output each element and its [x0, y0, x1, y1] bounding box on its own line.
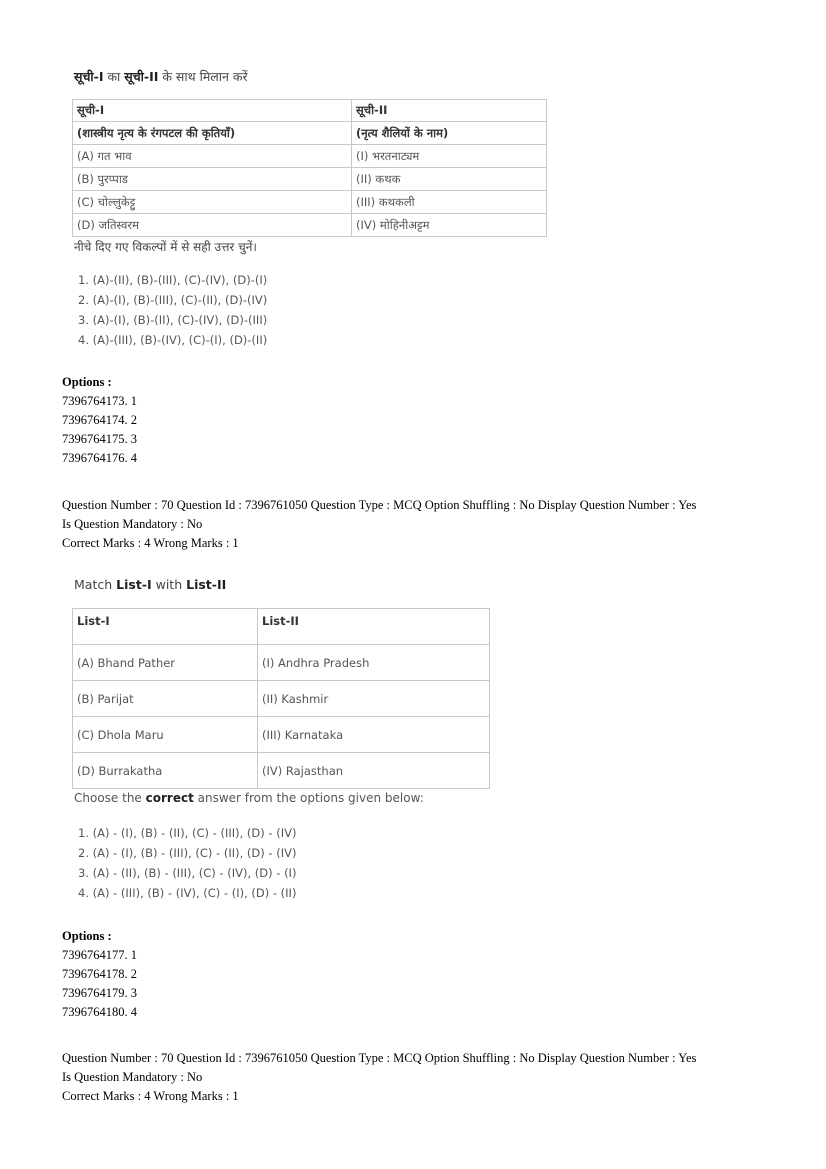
- q70-intro-list2: List-II: [186, 577, 227, 592]
- table-row: [73, 191, 547, 214]
- q69-intro-tail: के साथ मिलान करें: [158, 69, 248, 84]
- q69-intro: [74, 68, 248, 85]
- meta-line-2: Is Question Mandatory : No: [62, 1070, 203, 1084]
- table-cell: List-II: [258, 609, 490, 645]
- option-item[interactable]: 7396764176. 4: [62, 451, 137, 465]
- q70-intro-list1: List-I: [116, 577, 152, 592]
- meta-line-2: Is Question Mandatory : No: [62, 517, 203, 531]
- table-cell: (II) कथक: [352, 168, 547, 191]
- table-cell: (D) जतिस्वरम: [73, 214, 352, 237]
- option-item[interactable]: 7396764173. 1: [62, 394, 137, 408]
- question-meta-2: [62, 1049, 792, 1106]
- options-label: Options :: [62, 375, 112, 389]
- q69-intro-list2: सूची-II: [124, 69, 159, 84]
- q69-options: [62, 373, 137, 468]
- table-cell: (C) चोल्लुकेट्टु: [73, 191, 352, 214]
- option-item[interactable]: 7396764175. 3: [62, 432, 137, 446]
- meta-line-1: Question Number : 70 Question Id : 7396761050 Question Type : MCQ Option Shuffling : No Display Question Number : Yes: [62, 498, 697, 512]
- table-row: [73, 214, 547, 237]
- meta-line-1: Question Number : 70 Question Id : 7396761050 Question Type : MCQ Option Shuffling : No Display Question Number : Yes: [62, 1051, 697, 1065]
- table-cell: (B) Parijat: [73, 681, 258, 717]
- table-row: [73, 645, 490, 681]
- table-row: [73, 717, 490, 753]
- option-item[interactable]: 7396764178. 2: [62, 967, 137, 981]
- table-cell: (IV) मोहिनीअट्टम: [352, 214, 547, 237]
- q69-choices: [78, 270, 267, 350]
- q69-intro-list1: सूची-I: [74, 69, 104, 84]
- table-cell: List-I: [73, 609, 258, 645]
- q69-prompt: नीचे दिए गए विकल्पों में से सही उत्तर चुनें।: [74, 240, 257, 254]
- q70-prompt-tail: answer from the options given below:: [193, 791, 424, 805]
- table-row: [73, 145, 547, 168]
- table-row: [73, 609, 490, 645]
- list-item: 2. (A)-(I), (B)-(III), (C)-(II), (D)-(IV): [78, 293, 268, 307]
- table-cell: सूची-I: [73, 100, 352, 122]
- table-row: [73, 122, 547, 145]
- table-cell: (III) कथकली: [352, 191, 547, 214]
- table-row: [73, 681, 490, 717]
- table-cell: (I) Andhra Pradesh: [258, 645, 490, 681]
- table-row: [73, 753, 490, 789]
- question-69-image: [70, 64, 550, 354]
- table-row: [73, 168, 547, 191]
- table-cell: (II) Kashmir: [258, 681, 490, 717]
- q70-options: [62, 927, 137, 1022]
- option-item[interactable]: 7396764180. 4: [62, 1005, 137, 1019]
- list-item: 4. (A)-(III), (B)-(IV), (C)-(I), (D)-(II): [78, 333, 268, 347]
- table-cell: (शास्त्रीय नृत्य के रंगपटल की कृतियाँ): [73, 122, 352, 145]
- table-cell: (C) Dhola Maru: [73, 717, 258, 753]
- option-item[interactable]: 7396764174. 2: [62, 413, 137, 427]
- option-item[interactable]: 7396764179. 3: [62, 986, 137, 1000]
- q70-prompt-bold: correct: [145, 791, 194, 805]
- table-cell: (नृत्य शैलियों के नाम): [352, 122, 547, 145]
- list-item: 3. (A)-(I), (B)-(II), (C)-(IV), (D)-(III): [78, 313, 268, 327]
- q70-prompt: [74, 791, 424, 805]
- option-item[interactable]: 7396764177. 1: [62, 948, 137, 962]
- list-item: 1. (A) - (I), (B) - (II), (C) - (III), (D) - (IV): [78, 826, 297, 840]
- table-cell: (B) पुरप्पाड: [73, 168, 352, 191]
- table-cell: (IV) Rajasthan: [258, 753, 490, 789]
- table-cell: (III) Karnataka: [258, 717, 490, 753]
- table-cell: सूची-II: [352, 100, 547, 122]
- list-item: 4. (A) - (III), (B) - (IV), (C) - (I), (D) - (II): [78, 886, 297, 900]
- list-item: 3. (A) - (II), (B) - (III), (C) - (IV), (D) - (I): [78, 866, 297, 880]
- q70-prompt-head: Choose the: [74, 791, 146, 805]
- question-70-image: [70, 572, 500, 907]
- q70-intro-head: Match: [74, 577, 117, 592]
- list-item: 1. (A)-(II), (B)-(III), (C)-(IV), (D)-(I): [78, 273, 268, 287]
- list-item: 2. (A) - (I), (B) - (III), (C) - (II), (D) - (IV): [78, 846, 297, 860]
- q70-intro: [74, 577, 226, 592]
- q70-choices: [78, 823, 296, 903]
- table-cell: (I) भरतनाट्यम: [352, 145, 547, 168]
- table-row: [73, 100, 547, 122]
- q70-match-table: [72, 608, 490, 789]
- table-cell: (D) Burrakatha: [73, 753, 258, 789]
- meta-line-3: Correct Marks : 4 Wrong Marks : 1: [62, 1089, 239, 1103]
- q69-match-table: [72, 99, 547, 237]
- q69-intro-mid: का: [103, 69, 125, 84]
- meta-line-3: Correct Marks : 4 Wrong Marks : 1: [62, 536, 239, 550]
- table-cell: (A) गत भाव: [73, 145, 352, 168]
- table-cell: (A) Bhand Pather: [73, 645, 258, 681]
- q70-intro-mid: with: [151, 577, 187, 592]
- question-meta-1: [62, 496, 792, 553]
- options-label: Options :: [62, 929, 112, 943]
